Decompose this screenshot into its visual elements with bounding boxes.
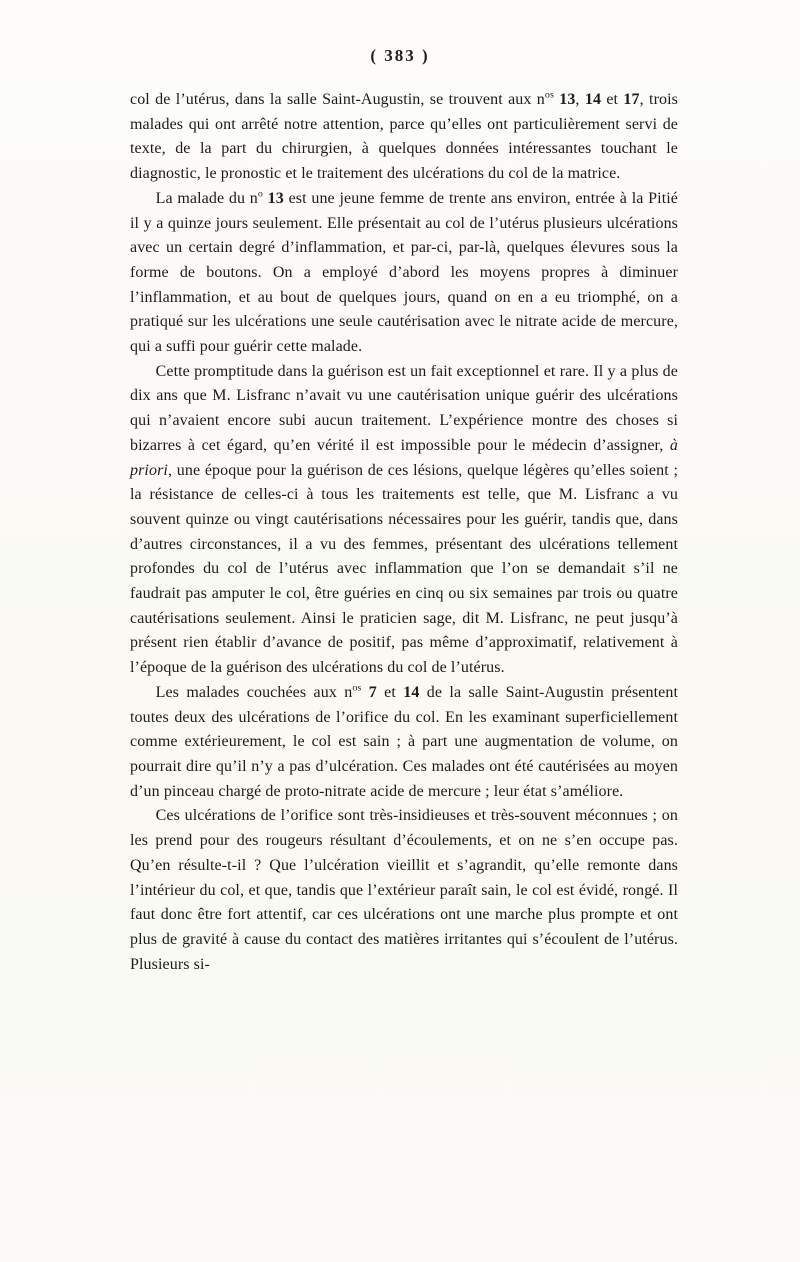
paragraph: Les malades couchées aux $n^{os}$ 7 et 14 de la salle Saint-Augustin présentent toutes deux des ulcérations de l’orifice du col. En les examinant superficiellement comme extérieurement, le col est sain ; à part une augmentation de volume, on pourrait dire qu’il n’y a pas d’ulcération. Ces malades ont été cautérisées au moyen d’un pinceau chargé de proto-nitrate acide de mercure ; leur état s’améliore. [130,682,678,800]
paragraph-continuation: col de l’utérus, dans la salle Saint-Augustin, se trouvent aux $n^{os}$ 13, 14 et 17, trois malades qui ont arrêté notre attention, parce qu’elles ont particulièrement servi de texte, de la part du chirurgien, à quelques données intéressantes touchant le diagnostic, le pronostic et le traitement des ulcérations du col de la matrice. [130,89,678,183]
body-text [130,88,678,977]
paragraph: Ces ulcérations de l’orifice sont très-insidieuses et très-souvent méconnues ; on les prend pour des rougeurs résultant d’écoulements, et on ne s’en occupe pas. Qu’en résulte-t-il ? Que l’ulcération vieillit et s’agrandit, qu’elle remonte dans l’intérieur du col, et que, tandis que l’extérieur paraît sain, le col est évidé, rongé. Il faut donc être fort attentif, car ces ulcérations ont une marche plus prompte et ont plus de gravité à cause du contact des matières irritantes qui s’écoulent de l’utérus. Plusieurs si- [130,807,678,973]
paragraph: Cette promptitude dans la guérison est un fait exceptionnel et rare. Il y a plus de dix ans que M. Lisfranc n’avait vu une cautérisation unique guérir des ulcérations qui n’avaient encore subi aucun traitement. L’expérience montre des choses si bizarres à cet égard, qu’en vérité il est impossible pour le médecin d’assigner, à priori, une époque pour la guérison de ces lésions, quelque légères qu’elles soient ; la résistance de celles-ci à tous les traitements est telle, que M. Lisfranc a vu souvent quinze ou vingt cautérisations nécessaires pour les guérir, tandis que, dans d’autres circonstances, il a vu des femmes, présentant des ulcérations tellement profondes du col de l’utérus avec inflammation que l’on se demandait s’il ne faudrait pas amputer le col, être guéries en cinq ou six semaines par trois ou quatre cautérisations seulement. Ainsi le praticien sage, dit M. Lisfranc, ne peut jusqu’à présent rien établir d’avance de positif, pas même d’approximatif, relativement à l’époque de la guérison des ulcérations du col de l’utérus. [130,362,678,677]
paragraph: La malade du $n^o$ 13 est une jeune femme de trente ans environ, entrée à la Pitié il y a quinze jours seulement. Elle présentait au col de l’utérus plusieurs ulcérations avec un certain degré d’inflammation, et par-ci, par-là, quelques élevures sous la forme de boutons. On a employé d’abord les moyens propres à diminuer l’inflammation, et au bout de quelques jours, quand on en a eu triomphé, on a pratiqué sur les ulcérations une seule cautérisation avec le nitrate acide de mercure, qui a suffi pour guérir cette malade. [130,188,678,356]
page-number: ( 383 ) [370,46,430,65]
